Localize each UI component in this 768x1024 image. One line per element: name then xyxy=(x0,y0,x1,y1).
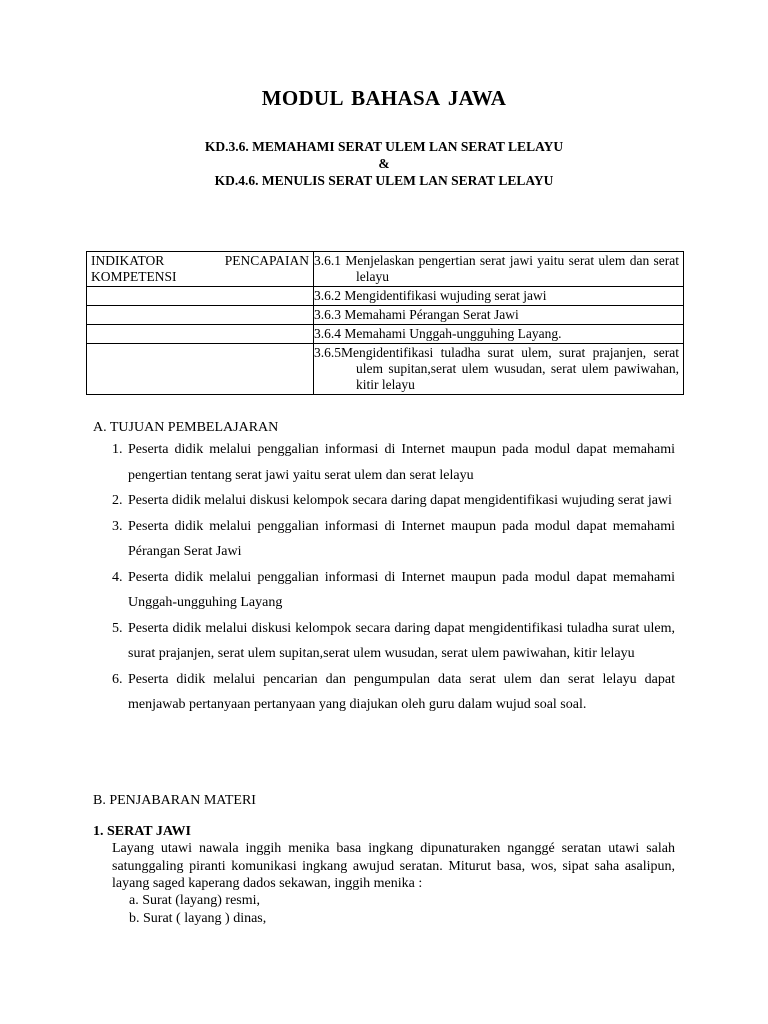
table-row xyxy=(87,252,684,287)
list-number: 1. xyxy=(112,442,123,457)
indikator-table xyxy=(86,251,684,395)
list-item-text: Peserta didik melalui penggalian informasi di Internet maupun pada modul dapat memahami pengertian tentang serat jawi yaitu serat ulem dan serat lelayu xyxy=(128,442,675,483)
list-number: 4. xyxy=(112,569,123,585)
indikator-label-right: PENCAPAIAN xyxy=(224,253,309,268)
section-a-heading: A. TUJUAN PEMBELAJARAN xyxy=(93,420,279,435)
list-number: 5. xyxy=(112,620,123,636)
table-row xyxy=(87,325,684,344)
list-item xyxy=(112,514,675,565)
indikator-item-2: 3.6.2 Mengidentifikasi wujuding serat jawi xyxy=(314,287,684,306)
list-item-text: Peserta didik melalui penggalian informasi di Internet maupun pada modul dapat memahami Unggah-ungguhing Layang xyxy=(128,569,675,610)
page-title: MODUL BAHASA JAWA xyxy=(261,86,507,110)
indikator-label-left: INDIKATOR xyxy=(91,253,165,268)
section-b-heading: B. PENJABARAN MATERI xyxy=(93,793,256,808)
materi-paragraph: Layang utawi nawala inggih menika basa ingkang dipunaturaken nganggé seratan utawi salah satunggaling piranti komunikasi ingkang awujud seratan. Miturut basa, wos, sipat saha asalipun, layang saged kaperang dados sekawan, inggih menika : xyxy=(112,841,675,891)
indikator-item-4: 3.6.4 Memahami Unggah-ungguhing Layang. xyxy=(314,325,684,344)
list-item xyxy=(112,667,675,718)
list-item-text: Peserta didik melalui diskusi kelompok secara daring dapat mengidentifikasi tuladha surat ulem, surat prajanjen, serat ulem supitan,serat ulem wusudan, serat ulem pawiwahan, kitir lelayu xyxy=(128,620,675,661)
table-row xyxy=(87,306,684,325)
list-number: 2. xyxy=(112,493,123,508)
table-row xyxy=(87,287,684,306)
kd-ampersand: & xyxy=(378,156,390,171)
list-item xyxy=(112,616,675,667)
list-item xyxy=(112,488,675,514)
indikator-item-3: 3.6.3 Memahami Pérangan Serat Jawi xyxy=(314,306,684,325)
list-item-text: Peserta didik melalui pencarian dan pengumpulan data serat ulem dan serat lelayu dapat menjawab pertanyaan pertanyaan yang diajukan oleh guru dalam wujud soal soal. xyxy=(128,671,675,712)
indikator-label-line2: KOMPETENSI xyxy=(91,269,177,284)
table-row xyxy=(87,344,684,395)
list-item-text: Peserta didik melalui penggalian informasi di Internet maupun pada modul dapat memahami Pérangan Serat Jawi xyxy=(128,518,675,559)
list-item xyxy=(112,437,675,488)
list-item-text: Peserta didik melalui diskusi kelompok secara daring dapat mengidentifikasi wujuding serat jawi xyxy=(128,493,672,508)
indikator-label-cell xyxy=(87,252,314,287)
empty-cell xyxy=(87,306,314,325)
indikator-item-1: 3.6.1 Menjelaskan pengertian serat jawi yaitu serat ulem dan serat lelayu xyxy=(314,252,684,287)
sub-heading-serat-jawi: 1. SERAT JAWI xyxy=(93,824,191,839)
kd-line-2: KD.4.6. MENULIS SERAT ULEM LAN SERAT LELAYU xyxy=(214,173,554,188)
materi-list-item-a: a. Surat (layang) resmi, xyxy=(129,893,261,908)
list-number: 6. xyxy=(112,671,123,687)
indikator-item-5: 3.6.5Mengidentifikasi tuladha surat ulem, surat prajanjen, serat ulem supitan,serat ulem wusudan, serat ulem pawiwahan, kitir lelayu xyxy=(314,344,684,395)
materi-list-item-b: b. Surat ( layang ) dinas, xyxy=(129,911,267,926)
empty-cell xyxy=(87,344,314,395)
kd-line-1: KD.3.6. MEMAHAMI SERAT ULEM LAN SERAT LELAYU xyxy=(204,139,564,154)
list-number: 3. xyxy=(112,518,123,534)
empty-cell xyxy=(87,287,314,306)
list-item xyxy=(112,565,675,616)
empty-cell xyxy=(87,325,314,344)
tujuan-list xyxy=(112,437,675,718)
